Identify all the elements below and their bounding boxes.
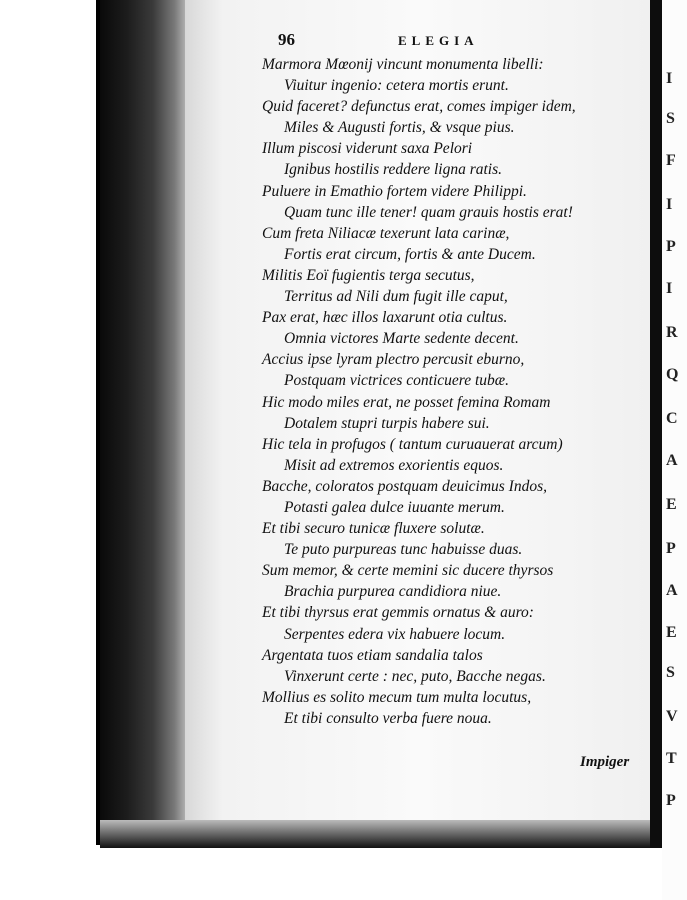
verse-line: Miles & Augusti fortis, & vsque pius. <box>284 119 515 137</box>
book-binding <box>100 0 188 845</box>
page-bottom-edge <box>100 820 660 848</box>
verse-line: Ignibus hostilis reddere ligna ratis. <box>284 161 503 179</box>
adjacent-page-letter: S <box>666 110 675 127</box>
verse-line: Territus ad Nili dum fugit ille caput, <box>284 288 508 306</box>
running-title: ELEGIA <box>398 33 479 48</box>
verse-line: Te puto purpureas tunc habuisse duas. <box>284 541 523 559</box>
verse-line: Omnia victores Marte sedente decent. <box>284 330 519 348</box>
verse-line: Bacche, coloratos postquam deuicimus Indos, <box>262 477 547 495</box>
adjacent-page-letter: I <box>666 70 673 87</box>
verse-line: Dotalem stupri turpis habere sui. <box>284 414 490 432</box>
page-number: 96 <box>278 30 295 49</box>
verse-line: Cum freta Niliacæ texerunt lata carinæ, <box>262 224 510 242</box>
verse-line: Viuitur ingenio: cetera mortis erunt. <box>284 77 509 95</box>
verse-line: Misit ad extremos exorientis equos. <box>284 456 504 474</box>
verse-line: Militis Eoï fugientis terga secutus, <box>262 266 475 284</box>
verse-line: Et tibi consulto verba fuere noua. <box>284 709 492 727</box>
verse-line: Illum piscosi viderunt saxa Pelori <box>262 140 473 158</box>
adjacent-page-letter: R <box>666 324 678 341</box>
catchword: Impiger <box>580 754 630 770</box>
verse-line: Hic tela in profugos ( tantum curuauerat arcum) <box>262 435 563 453</box>
adjacent-page-letter: A <box>666 582 678 599</box>
verse-line: Et tibi thyrsus erat gemmis ornatus & auro: <box>262 604 534 622</box>
adjacent-page-margin <box>662 0 687 900</box>
verse-line: Marmora Mœonij vincunt monumenta libelli: <box>262 56 544 73</box>
verse-line: Vinxerunt certe : nec, puto, Bacche negas. <box>284 667 546 685</box>
adjacent-page-letter: E <box>666 496 677 513</box>
verse-line: Puluere in Emathio fortem videre Philippi. <box>262 182 527 200</box>
verse-line: Et tibi securo tunicæ fluxere solutæ. <box>262 520 485 538</box>
verse-text <box>262 54 652 729</box>
adjacent-page-letter: C <box>666 410 678 427</box>
verse-line: Argentata tuos etiam sandalia talos <box>262 646 483 664</box>
adjacent-page-letter: Q <box>666 366 679 383</box>
adjacent-page-letter: F <box>666 152 676 169</box>
adjacent-page-letter: A <box>666 452 678 469</box>
adjacent-page-letter: T <box>666 750 677 767</box>
verse-line: Quid faceret? defunctus erat, comes impiger idem, <box>262 98 576 116</box>
verse-line: Sum memor, & certe memini sic ducere thyrsos <box>262 562 554 580</box>
page-header <box>278 30 618 52</box>
verse-line: Accius ipse lyram plectro percusit eburno, <box>262 351 525 369</box>
verse-line: Brachia purpurea candidiora niue. <box>284 583 502 601</box>
adjacent-page-letter: I <box>666 280 673 297</box>
verse-line: Quam tunc ille tener! quam grauis hostis erat! <box>284 203 573 221</box>
verse-line: Potasti galea dulce iuuante merum. <box>284 498 505 516</box>
adjacent-page-letter: V <box>666 708 678 725</box>
verse-line: Hic modo miles erat, ne posset femina Romam <box>262 393 551 411</box>
adjacent-page-letter: P <box>666 792 676 809</box>
verse-line: Fortis erat circum, fortis & ante Ducem. <box>284 245 536 263</box>
verse-line: Mollius es solito mecum tum multa locutus, <box>262 688 532 706</box>
adjacent-page-letter: E <box>666 624 677 641</box>
verse-line: Serpentes edera vix habuere locum. <box>284 625 506 643</box>
adjacent-page-letter: P <box>666 540 676 557</box>
adjacent-page-letter: S <box>666 664 675 681</box>
adjacent-page-letter: I <box>666 196 673 213</box>
adjacent-page-letter: P <box>666 238 676 255</box>
verse-line: Pax erat, hæc illos laxarunt otia cultus. <box>262 309 508 327</box>
verse-line: Postquam victrices conticuere tubæ. <box>284 372 509 390</box>
